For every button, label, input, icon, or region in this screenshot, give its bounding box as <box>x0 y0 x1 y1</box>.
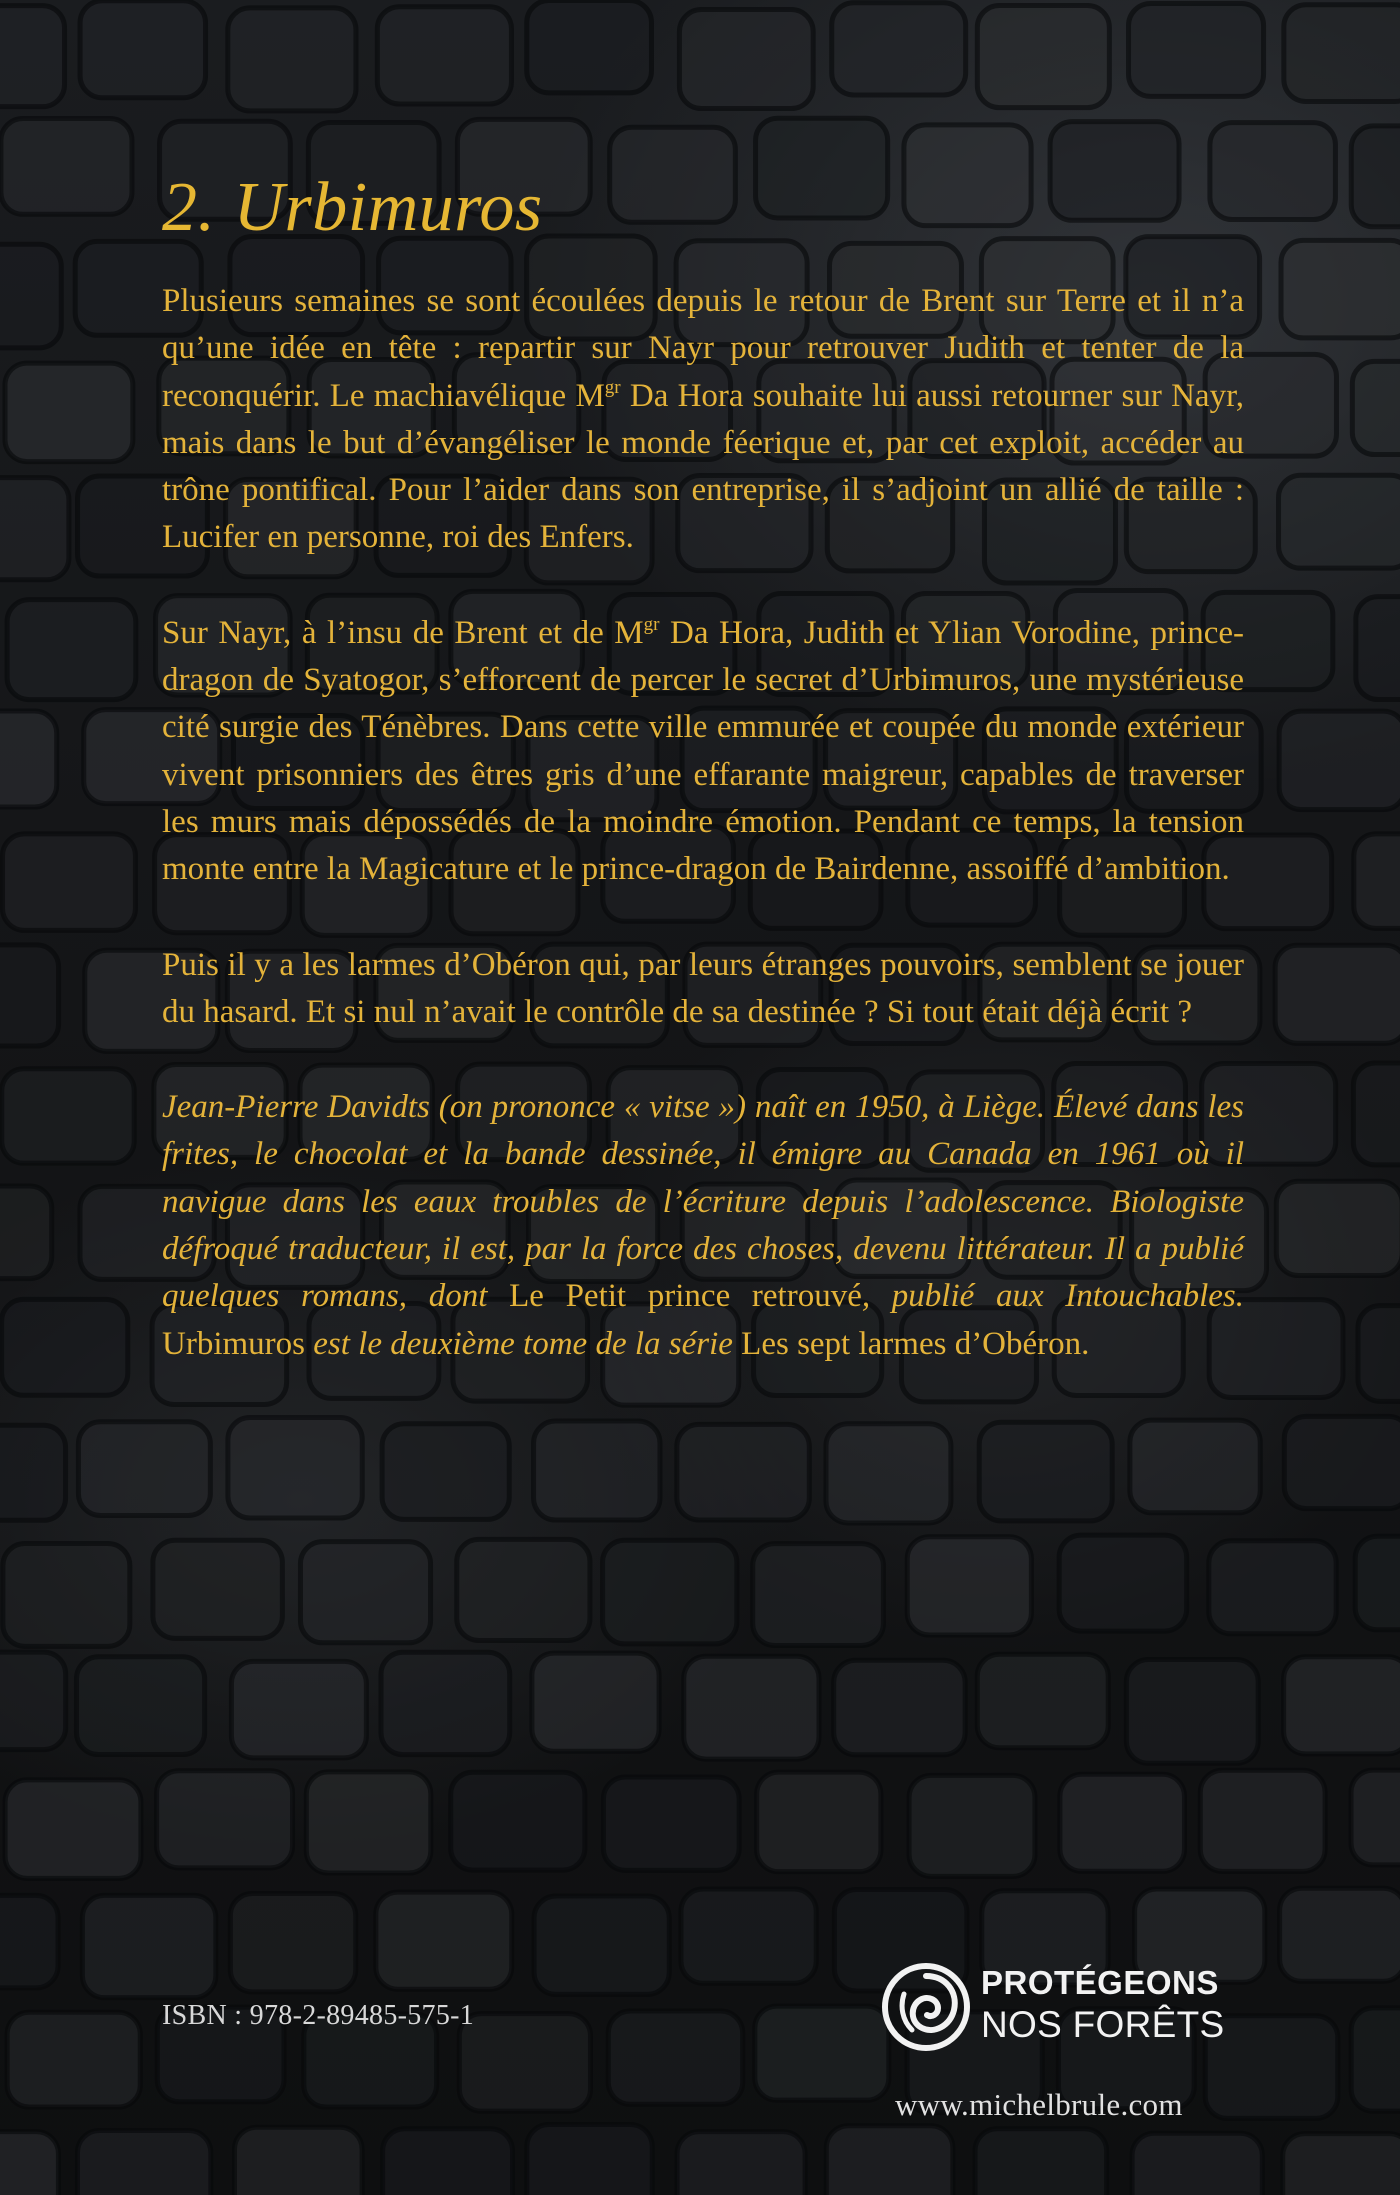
stone-block <box>0 1425 66 1520</box>
stone-block <box>382 1424 509 1520</box>
stone-block <box>1276 1181 1400 1275</box>
stone-block <box>0 711 57 807</box>
stone-block <box>755 2006 889 2100</box>
bio-book-title-2: Urbimuros <box>162 1325 305 1362</box>
blurb-p2-superscript: gr <box>643 613 660 635</box>
stone-block <box>300 1542 430 1643</box>
stone-block <box>1200 1770 1325 1871</box>
stone-block <box>383 2129 513 2195</box>
blurb-p2-text-a: Sur Nayr, à l’insu de Brent et de M <box>162 614 644 651</box>
stone-block <box>534 1896 669 1994</box>
bio-text-end: . <box>1081 1325 1090 1362</box>
blurb-p1-superscript: gr <box>604 376 621 398</box>
stone-block <box>832 3 966 95</box>
stone-block <box>82 1895 215 1997</box>
stone-block <box>904 125 1031 226</box>
stone-block <box>451 1772 585 1870</box>
bio-text-a: Jean-Pierre Davidts (on prononce « vitse ») naît en 1950, à Liège. Élevé dans les frites, le chocolat et la bande dessinée, il émigre au Canada en 1961 où il navigue dans les eaux troubles de l’écriture depuis l’adolescence. Biologiste défroqué traducteur, il est, par la force des choses, devenu littérateur. Il a publié quelques romans, dont <box>162 1089 1244 1315</box>
stone-block <box>230 1893 355 1991</box>
stone-block <box>681 1889 816 1983</box>
stone-block <box>1059 1535 1186 1631</box>
stone-block <box>77 2130 210 2195</box>
stone-block <box>0 6 65 107</box>
swirl-logo-icon <box>882 1960 970 2054</box>
stone-block <box>977 1654 1108 1747</box>
stone-block <box>0 2132 58 2195</box>
stone-block <box>0 1895 58 1988</box>
forest-badge-line-2: NOS FORÊTS <box>981 2004 1225 2045</box>
stone-block <box>677 2132 805 2195</box>
stone-block <box>1284 1657 1400 1754</box>
stone-block <box>1060 1774 1185 1871</box>
stone-block <box>677 1424 809 1520</box>
stone-block <box>1132 2133 1262 2195</box>
stone-block <box>377 7 511 104</box>
bio-text-c: , publié aux Intouchables. <box>861 1278 1244 1315</box>
blurb-p2-text-b: Da Hora, Judith et Ylian Vorodine, prince-dragon de Syatogor, s’efforcent de percer le secret d’Urbimuros, une mystérieuse cité surgie des Ténèbres. Dans cette ville emmurée et coupée du monde extérieur vivent prisonniers des êtres gris d’une effarante maigreur, capables de traverser les murs mais dépossédés de la moindre émotion. Pendant ce temps, la tension monte entre la Magicature et le prince-dragon de Bairdenne, assoiffé d’ambition. <box>162 614 1244 888</box>
blurb-p1-text-a: Plusieurs semaines se sont écoulées depuis le retour de Brent sur Terre et il n’a qu’une idée en tête : repartir sur Nayr pour retrouver Judith et tenter de la reconquérir. Le machiavélique M <box>162 283 1244 414</box>
stone-block <box>527 2125 652 2195</box>
stone-block <box>1353 1063 1400 1165</box>
stone-block <box>1358 1306 1400 1402</box>
stone-block <box>1354 834 1400 928</box>
stone-block <box>1281 240 1400 338</box>
stone-block <box>979 1422 1112 1521</box>
blurb-p1-text-b: Da Hora souhaite lui aussi retourner sur Nayr, mais dans le but d’évangéliser le monde féerique et, par cet exploit, accéder au trône pontifical. Pour l’aider dans son entreprise, il s’adjoint un allié de taille : Lucifer en personne, roi des Enfers. <box>162 377 1244 556</box>
stone-block <box>2 1069 134 1163</box>
stone-block <box>2 1299 128 1395</box>
stone-block <box>3 1544 130 1647</box>
stone-block <box>1284 5 1400 102</box>
stone-block <box>1355 1536 1400 1630</box>
stone-block <box>532 1653 659 1751</box>
stone-block <box>0 1652 66 1749</box>
stone-block <box>527 1 652 93</box>
stone-block <box>753 1544 884 1646</box>
stone-block <box>76 1657 204 1755</box>
stone-block <box>826 1424 951 1523</box>
publisher-website: www.michelbrule.com <box>895 2087 1183 2122</box>
stone-block <box>0 945 59 1046</box>
stone-block <box>1284 1416 1400 1508</box>
stone-block <box>1129 4 1264 97</box>
stone-block <box>534 1421 660 1520</box>
stone-block <box>1209 1541 1336 1634</box>
stone-block <box>975 2129 1107 2195</box>
stone-block <box>376 1892 512 1989</box>
stone-block <box>7 600 136 700</box>
stone-block <box>78 1422 210 1516</box>
stone-block <box>826 2126 953 2195</box>
stone-block <box>907 1537 1031 1635</box>
stone-block <box>834 1660 965 1755</box>
stone-block <box>459 2014 590 2112</box>
author-bio <box>162 1084 1244 1368</box>
stone-block <box>1050 122 1179 221</box>
stone-block <box>1130 1420 1260 1513</box>
stone-block <box>1275 945 1400 1043</box>
book-title: 2. Urbimuros <box>162 169 543 246</box>
isbn: ISBN : 978-2-89485-575-1 <box>162 2000 475 2031</box>
stone-block <box>1279 475 1400 568</box>
stone-block <box>1351 2008 1400 2111</box>
stone-block <box>684 1656 819 1759</box>
stone-block <box>0 478 69 580</box>
stone-block <box>1126 1660 1258 1764</box>
stone-block <box>603 1540 737 1644</box>
stone-block <box>157 1771 293 1868</box>
stone-block <box>231 1661 366 1757</box>
stone-block <box>610 127 736 222</box>
stone-block <box>228 1418 362 1518</box>
stone-block <box>1 118 132 214</box>
stone-block <box>977 5 1109 107</box>
stone-block <box>1356 597 1400 700</box>
stone-block <box>608 2011 742 2104</box>
blurb-paragraph-2 <box>162 610 1244 894</box>
stone-block <box>1352 361 1400 454</box>
stone-block <box>7 2012 140 2107</box>
bio-text-e: est le deuxième tome de la série <box>305 1325 742 1362</box>
stone-block <box>1280 1888 1400 1981</box>
bio-series-title: Les sept larmes d’Obéron <box>741 1325 1082 1362</box>
blurb-paragraph-1 <box>162 278 1244 562</box>
stone-block <box>3 834 136 931</box>
stone-block <box>80 1 205 98</box>
stone-block <box>1351 1770 1400 1865</box>
stone-block <box>1279 711 1400 809</box>
stone-block <box>306 1772 430 1873</box>
stone-block <box>234 2127 362 2195</box>
stone-block <box>457 1539 590 1640</box>
stone-block <box>1210 123 1336 220</box>
stone-block <box>5 363 133 461</box>
blurb-paragraph-3: Puis il y a les larmes d’Obéron qui, par leurs étranges pouvoirs, semblent se jouer du hasard. Et si nul n’avait le contrôle de sa destinée ? Si tout était déjà écrit ? <box>162 946 1244 1030</box>
stone-block <box>228 8 356 111</box>
stone-block <box>909 1775 1035 1876</box>
blurb <box>162 278 1244 1368</box>
stone-block <box>1283 2134 1400 2195</box>
stone-block <box>603 1777 739 1870</box>
stone-block <box>0 1186 52 1279</box>
bio-book-title-1: Le Petit prince retrouvé <box>509 1278 862 1315</box>
stone-block <box>5 1780 141 1878</box>
stone-block <box>679 10 813 109</box>
stone-block <box>0 244 61 348</box>
stone-block <box>757 1772 881 1872</box>
stone-block <box>756 118 888 218</box>
stone-block <box>381 1652 510 1754</box>
stone-block <box>153 1540 282 1638</box>
stone-block <box>1351 126 1400 227</box>
forest-badge <box>882 1958 1242 2058</box>
forest-badge-line-1: PROTÉGEONS <box>981 1964 1219 2001</box>
